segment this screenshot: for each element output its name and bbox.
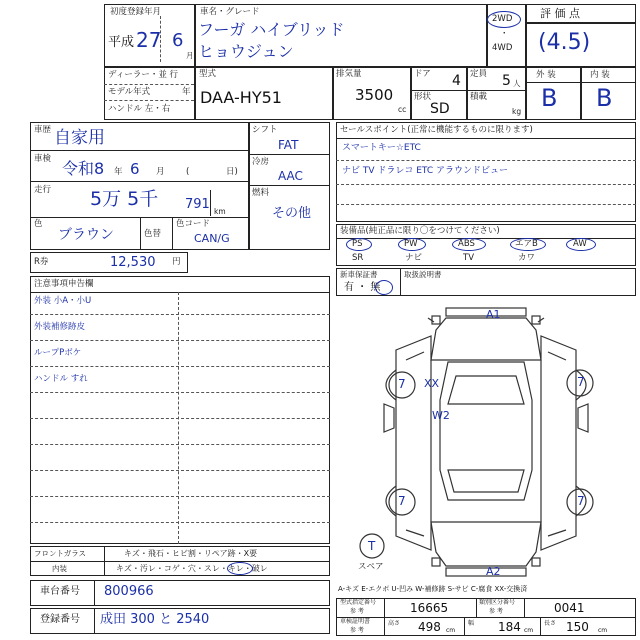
equip-abs: ABS (458, 239, 475, 249)
first-reg-label: 初度登録年月 (110, 7, 162, 17)
tire-fr: 7 (577, 375, 585, 389)
width-label: 幅 (468, 620, 475, 627)
equip-ps: PS (352, 239, 363, 249)
width-value: 184 (498, 620, 521, 634)
mileage-main: 5万 5千 (90, 188, 159, 210)
height-unit: cm (446, 627, 456, 634)
tire-fl: 7 (398, 377, 406, 391)
model-class-sub: 参 考 (350, 608, 364, 615)
displacement-unit: cc (398, 105, 407, 114)
interior-grade: B (596, 84, 613, 112)
color-value: ブラウン (58, 227, 114, 243)
vin-value: 800966 (104, 584, 154, 599)
sales-line-2: ナビ TV ドラレコ ETC アラウンドビュー (342, 166, 509, 176)
grade-label: 評 価 点 (540, 7, 580, 20)
car-name-label: 車名・グレード (200, 7, 260, 17)
shift-label: シフト (252, 125, 278, 135)
equip-sr: SR (352, 253, 364, 263)
mileage-label: 走行 (34, 185, 52, 195)
recycle-block (30, 252, 188, 273)
capacity-value: 5 (502, 73, 511, 89)
handle-label: ハンドル 左・右 (108, 104, 171, 114)
drive-dot: ・ (500, 29, 509, 39)
fuel-value: その他 (272, 206, 312, 221)
note-line-3: ループPボケ (34, 348, 82, 358)
interior-marks-items: キズ・汚レ・コゲ・穴・スレ・キレ・破レ (116, 564, 268, 573)
door-value: 4 (452, 73, 461, 89)
spare-value: T (368, 539, 376, 553)
color-change-label: 色替 (144, 229, 162, 239)
inspection-day-unit: 日) (226, 167, 238, 177)
damage-legend: A-キズ E-エクボ U-凹み W-補修跡 S-サビ C-腐食 XX-交換済 (338, 585, 528, 593)
inspection-year-unit: 年 (114, 167, 123, 177)
notes-label: 注意事項申告欄 (34, 279, 94, 289)
era-label: 平成 (108, 35, 135, 50)
front-glass-label: フロントガラス (34, 549, 87, 558)
spare-label: スペア (358, 562, 384, 572)
warranty-none-circle (375, 280, 393, 295)
interior-sure-circle (227, 562, 253, 575)
shape-value: SD (430, 101, 450, 117)
drive-2wd: 2WD (492, 14, 513, 24)
displacement-value: 3500 (355, 86, 394, 104)
inspection-label: 車検 (34, 154, 52, 164)
note-line-4: ハンドル すれ (34, 374, 88, 384)
mileage-unit: km (214, 207, 226, 216)
recycle-value: 12,530 (110, 255, 156, 270)
notes-block (30, 276, 330, 544)
color-code-label: 色コード (176, 219, 211, 229)
sales-line-1: スマートキー☆ETC (342, 143, 421, 153)
ac-label: 冷房 (252, 157, 270, 167)
inspection-month: 6 (130, 160, 140, 178)
record-label: 取扱説明書 (404, 270, 442, 279)
shift-value: FAT (278, 138, 299, 152)
tire-rl: 7 (398, 494, 406, 508)
equip-leather: カワ (518, 253, 536, 263)
equip-airbag: エアB (515, 239, 538, 249)
length-l-label: 長さ (544, 620, 557, 627)
interior-marks-label: 内装 (52, 564, 67, 573)
sales-points-label: セールスポイント(正常に機能するものに限ります) (340, 125, 533, 135)
tire-rr: 7 (577, 494, 585, 508)
model-class-value: 16665 (410, 601, 449, 615)
front-glass-items: キズ・飛石・ヒビ割・リペア跡・X要 (124, 549, 258, 558)
category-value: 自家用 (54, 128, 105, 148)
equip-aw: AW (573, 239, 587, 249)
diagram-mark-xx: XX (424, 377, 440, 390)
dealer-label: ディーラー・並 行 (108, 70, 179, 80)
capacity-unit: 人 (513, 79, 521, 88)
type-value: DAA-HY51 (200, 88, 282, 107)
model-year-label: モデル年式 (108, 87, 151, 97)
plate-label: 登録番号 (40, 614, 80, 625)
shape-label: 形状 (414, 92, 432, 102)
length-sub: 参 考 (350, 627, 364, 634)
length-unit: cm (598, 627, 608, 634)
displacement-label: 排気量 (336, 69, 362, 79)
length-label: 車検証明書 (340, 618, 371, 625)
month-unit: 月 (186, 51, 194, 60)
category-class-label: 類別区分番号 (479, 599, 516, 606)
recycle-label: R券 (34, 257, 49, 267)
inspection-month-unit: 月 (156, 167, 165, 177)
width-unit: cm (524, 627, 534, 634)
type-label: 型式 (199, 69, 217, 79)
interior-label: 内 装 (590, 70, 610, 80)
loading-label: 積載 (470, 92, 488, 102)
length-value: 150 (566, 620, 589, 634)
diagram-mark-w2: W2 (432, 409, 450, 422)
loading-unit: kg (512, 107, 522, 116)
equip-navi: ナビ (405, 253, 423, 263)
inspection-era: 令和8 (62, 159, 105, 178)
car-grade: ヒョウジュン (198, 42, 294, 61)
height-label: 高さ (388, 620, 401, 627)
vin-label: 車台番号 (40, 586, 80, 597)
note-line-1: 外装 小A・小U (34, 296, 92, 306)
category-label: 車歴 (34, 125, 52, 135)
category-class-value: 0041 (554, 601, 585, 615)
plate-value: 成田 300 と 2540 (100, 612, 210, 627)
exterior-label: 外 装 (536, 70, 556, 80)
equip-tv: TV (463, 253, 475, 263)
diagram-mark-a2: A2 (486, 565, 501, 578)
inspection-day-open: ( (186, 167, 190, 177)
score-value: (4.5) (538, 30, 591, 55)
note-line-2: 外装補修跡皮 (34, 322, 86, 332)
color-label: 色 (34, 219, 43, 229)
warranty-value: 有 ・ 無 (344, 282, 381, 293)
car-diagram (336, 300, 636, 582)
reg-year: 27 (136, 28, 162, 52)
equip-pw: PW (404, 239, 418, 249)
category-class-sub: 参 考 (489, 608, 503, 615)
exterior-grade: B (541, 84, 558, 112)
diagram-mark-a1: A1 (486, 308, 501, 321)
car-name: フーガ ハイブリッド (198, 20, 345, 39)
model-year-unit: 年 (182, 87, 191, 97)
capacity-label: 定員 (470, 69, 488, 79)
reg-month: 6 (172, 30, 184, 51)
warranty-label: 新車保証書 (340, 270, 378, 279)
door-label: ドア (414, 69, 431, 79)
height-value: 498 (418, 620, 441, 634)
equipment-label: 装備品(純正品に限り〇をつけてください) (340, 226, 500, 236)
drive-4wd: 4WD (492, 43, 513, 53)
ac-value: AAC (278, 169, 303, 183)
model-class-label: 型式指定番号 (340, 599, 377, 606)
mileage-sub: 791 (185, 197, 210, 212)
recycle-unit: 円 (172, 257, 181, 267)
color-code-value: CAN/G (194, 232, 230, 245)
fuel-label: 燃料 (252, 188, 270, 198)
